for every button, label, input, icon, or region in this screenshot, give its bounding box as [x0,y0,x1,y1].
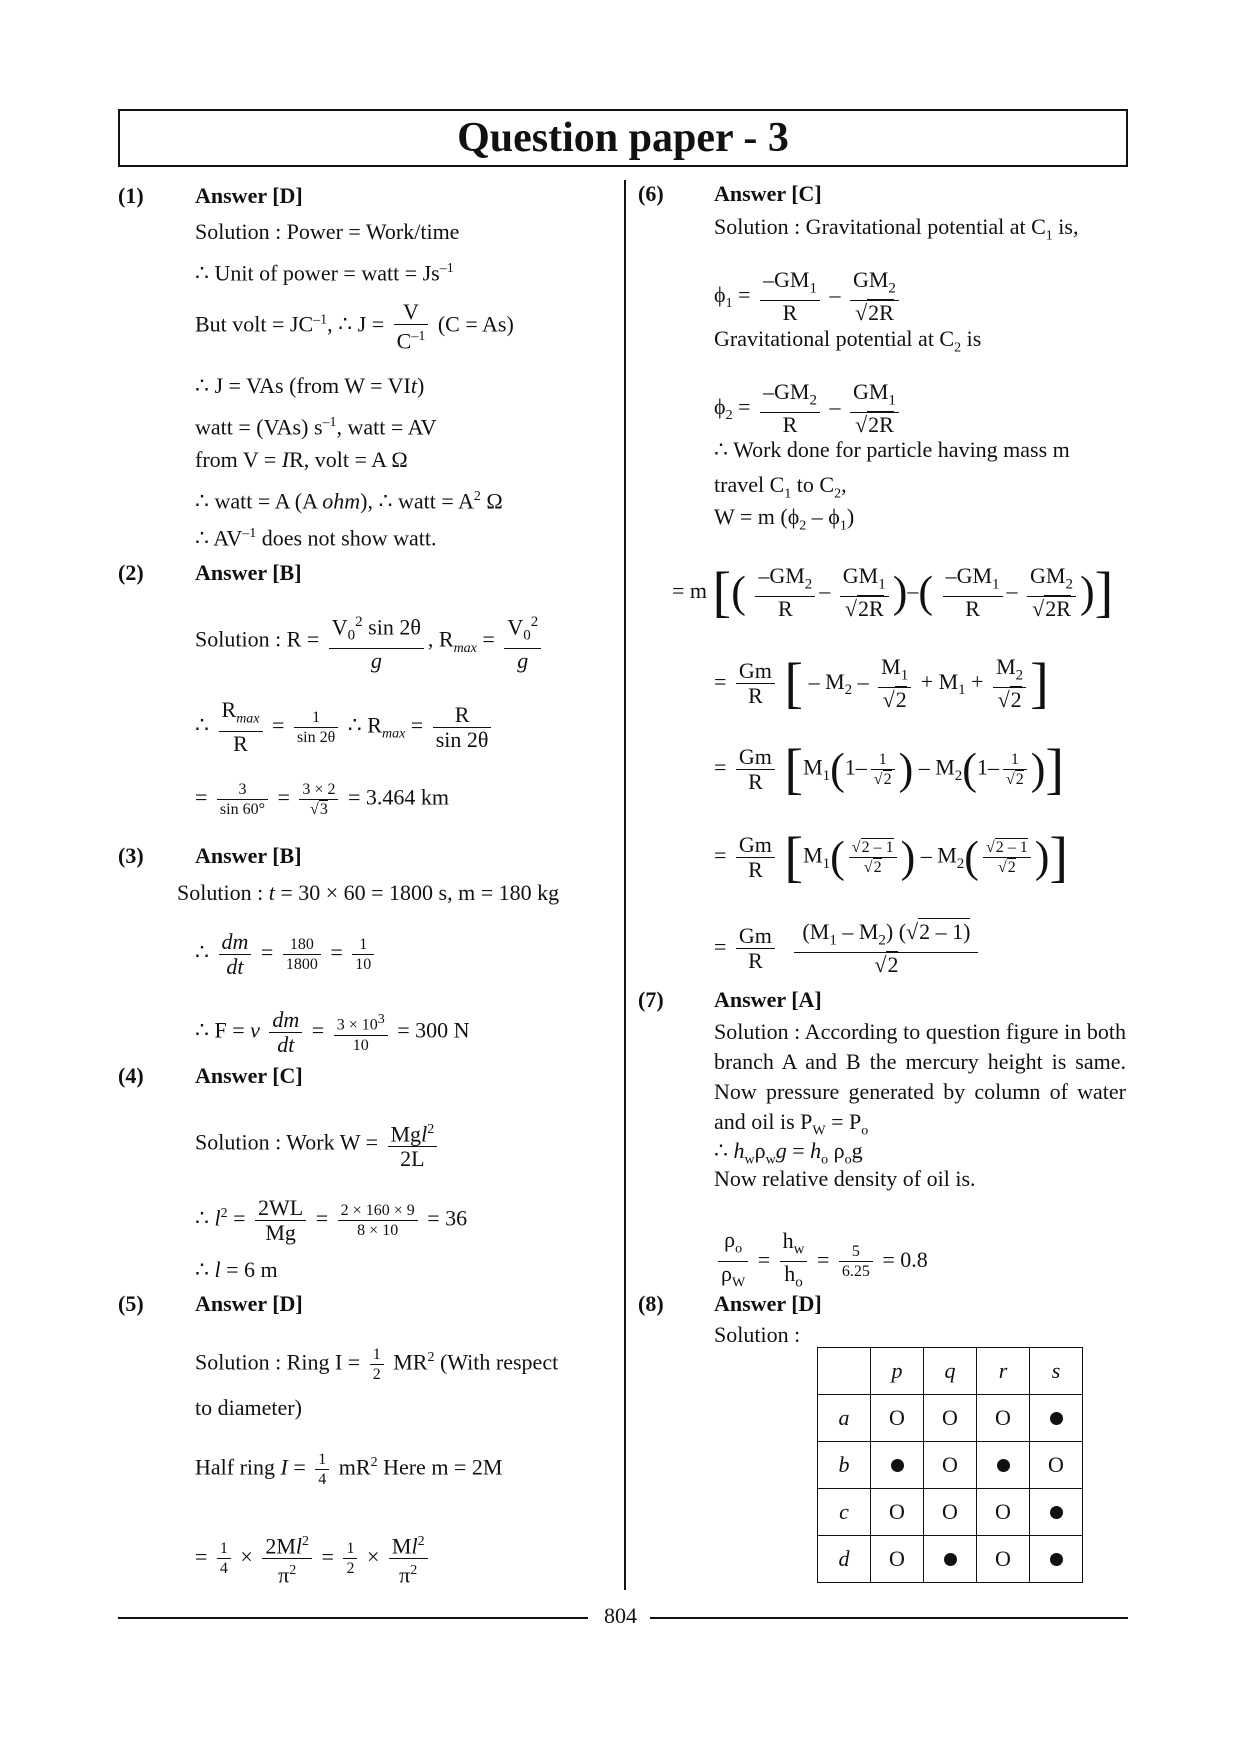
footer-rule-right [650,1617,1128,1619]
answer-8: Answer [D] [714,1291,822,1316]
q1-line-7: ∴ watt = A (A ohm), ∴ watt = $A^2$ Ω [195,488,503,514]
filled-dot [891,1459,904,1472]
question-number-8: (8) [638,1291,664,1316]
page-number: 804 [604,1603,637,1628]
q6-work-eq-5: = $\frac{Gm}{R}$ $\frac{(M_1 - M_2) (√2 - 1)}{√2}$ [714,920,982,977]
q5-ring: Solution : Ring I = $\frac{1}{2}$ $MR^2$ (With respect [195,1346,559,1383]
grid-cell [1030,1395,1083,1442]
question-number-4: (4) [118,1063,144,1088]
filled-dot [997,1459,1010,1472]
q7-equation: ∴ $h_w\rho_wg = h_o$ $\rho_og$ [714,1138,863,1168]
q1-line-6: from V = IR, volt = A Ω [195,447,408,472]
question-number-1: (1) [118,183,144,208]
grid-col-header: p [871,1348,924,1395]
footer-rule-left [118,1617,588,1619]
grid-cell [977,1442,1030,1489]
grid-row [818,1489,1083,1536]
q8-solution-label: Solution : [714,1322,801,1347]
grid-cell [871,1442,924,1489]
q6-line-2: Gravitational potential at $C_2$ is [714,326,982,356]
q5-diameter: to diameter) [195,1395,302,1420]
q2-result: = $\frac{3}{\sin 60^\circ}$ = $\frac{3 \times 2}{√3}$ = 3.464 km [195,781,449,818]
q2-range-formula: Solution : R = $\frac{V_0^2 \sin 2\theta}{g}$ , $R_{max}$ = $\frac{V_0^2}{g}$ [195,610,545,673]
q1-line-2: ∴ Unit of power = watt = $Js^{-1}$ [195,260,454,286]
filled-dot [944,1553,957,1566]
grid-col-header: r [977,1348,1030,1395]
grid-cell: O [871,1536,924,1583]
answer-1: Answer [D] [195,183,303,208]
grid-row [818,1395,1083,1442]
grid-cell: O [871,1489,924,1536]
q3-solution: Solution : t = 30 × 60 = 1800 s, m = 180 kg [177,880,560,905]
q5-result: = $\frac{1}{4}$ × $\frac{2Ml^2}{\pi^2}$ = $\frac{1}{2}$ × $\frac{Ml^2}{\pi^2}$ [195,1530,432,1588]
q6-line-3: ∴ Work done for particle having mass m [714,437,1070,462]
q4-length-sq: ∴ $l^2$ = $\frac{2WL}{Mg}$ = $\frac{2 \times 160 \times 9}{8 \times 10}$ = 36 [195,1195,468,1245]
grid-cell: O [924,1442,977,1489]
grid-header-row [818,1348,1083,1395]
q3-rate: ∴ $\frac{dm}{dt}$ = $\frac{180}{1800}$ = $\frac{1}{10}$ [195,930,378,979]
grid-cell [1030,1489,1083,1536]
q3-force: ∴ F = v $\frac{dm}{dt}$ = $\frac{3 \times 10^3}{10}$ = 300 N [195,1007,470,1057]
grid-row-header: c [818,1489,871,1536]
q5-half-ring: Half ring I = $\frac{1}{4}$ $mR^2$ Here m = 2M [195,1451,503,1488]
question-number-6: (6) [638,181,664,206]
grid-row-header: a [818,1395,871,1442]
grid-cell: O [924,1489,977,1536]
answer-6: Answer [C] [714,181,822,206]
q6-phi2: $\phi_2$ = $\frac{-GM_2}{R}$ – $\frac{GM_1}{√2R}$ [714,380,903,437]
q6-line-1: Solution : Gravitational potential at $C_1$ is, [714,214,1079,244]
grid-cell: O [977,1395,1030,1442]
filled-dot [1050,1506,1063,1519]
grid-cell: O [924,1395,977,1442]
answer-3: Answer [B] [195,843,302,868]
grid-row [818,1536,1083,1583]
filled-dot [1050,1412,1063,1425]
q7-density: $\frac{\rho_o}{\rho_W}$ = $\frac{h_w}{h_o}$ = $\frac{5}{6.25}$ = 0.8 [714,1228,928,1296]
grid-col-header: q [924,1348,977,1395]
question-number-3: (3) [118,843,144,868]
grid-cell: O [871,1395,924,1442]
q4-work: Solution : Work W = $\frac{Mgl^2}{2L}$ [195,1118,441,1171]
grid-cell: O [977,1536,1030,1583]
matching-grid [817,1347,1083,1583]
grid-corner-cell [818,1348,871,1395]
grid-row [818,1442,1083,1489]
grid-cell: O [1030,1442,1083,1489]
answer-7: Answer [A] [714,987,822,1012]
grid-cell: O [977,1489,1030,1536]
title-box [118,109,1128,167]
answer-4: Answer [C] [195,1063,303,1088]
q2-ratio-formula: ∴ $\frac{R_{max}}{R}$ = $\frac{1}{\sin 2\theta}$ ∴ $R_{max}$ = $\frac{R}{\sin 2\theta}$ [195,698,495,756]
answer-5: Answer [D] [195,1291,303,1316]
q6-work-eq-1: = m [( $\frac{-GM_2}{R}$ – $\frac{GM_1}{√2R}$ )–( $\frac{-GM_1}{R}$ – $\frac{GM_2}{√2R}$ )] [672,561,1114,624]
page-title: Question paper - 3 [457,115,789,161]
question-number-7: (7) [638,987,664,1012]
q6-phi1: $\phi_1$ = $\frac{-GM_1}{R}$ – $\frac{GM_2}{√2R}$ [714,268,903,325]
q6-work-eq-4: = $\frac{Gm}{R}$ [$M_1$( $\frac{√2 - 1}{√2}$ ) – $M_2$( $\frac{√2 - 1}{√2}$ )] [714,826,1069,889]
q7-solution-text: Solution : According to question figure in both branch A and B the mercury height is same. Now pressure generated by column of water and oil is $P_W = P_o$ [714,1019,1126,1139]
q1-line-5: watt = (VAs) $s^{-1}$, watt = AV [195,414,437,440]
q1-line-8: ∴ $AV^{-1}$ does not show watt. [195,525,437,551]
q1-line-3: But volt = $JC^{-1}$, ∴ J = $\frac{V}{C^{-1}}$ (C = As) [195,299,514,354]
column-divider [624,180,626,1590]
q1-line-4: ∴ J = VAs (from W = VIt) [195,373,425,398]
q4-length: ∴ l = 6 m [195,1257,278,1282]
q7-line-3: Now relative density of oil is. [714,1166,976,1191]
grid-cell [1030,1536,1083,1583]
filled-dot [1050,1553,1063,1566]
q6-work-eq-3: = $\frac{Gm}{R}$ [$M_1(1-$ $\frac{1}{√2}$ ) – $M_2(1-$ $\frac{1}{√2}$ )] [714,738,1065,801]
grid-col-header: s [1030,1348,1083,1395]
q1-line-1: Solution : Power = Work/time [195,219,460,244]
q6-line-5: W = m $(\phi_2 - \phi_1)$ [714,504,855,534]
answer-2: Answer [B] [195,560,302,585]
grid-cell [924,1536,977,1583]
grid-row-header: d [818,1536,871,1583]
question-number-2: (2) [118,560,144,585]
q6-work-eq-2: = $\frac{Gm}{R}$ [ – $M_2$ – $\frac{M_1}{√2}$ + $M_1$ + $\frac{M_2}{√2}$ ] [714,652,1049,715]
question-number-5: (5) [118,1291,144,1316]
grid-row-header: b [818,1442,871,1489]
q6-line-4: travel $C_1$ to $C_2$, [714,472,847,502]
